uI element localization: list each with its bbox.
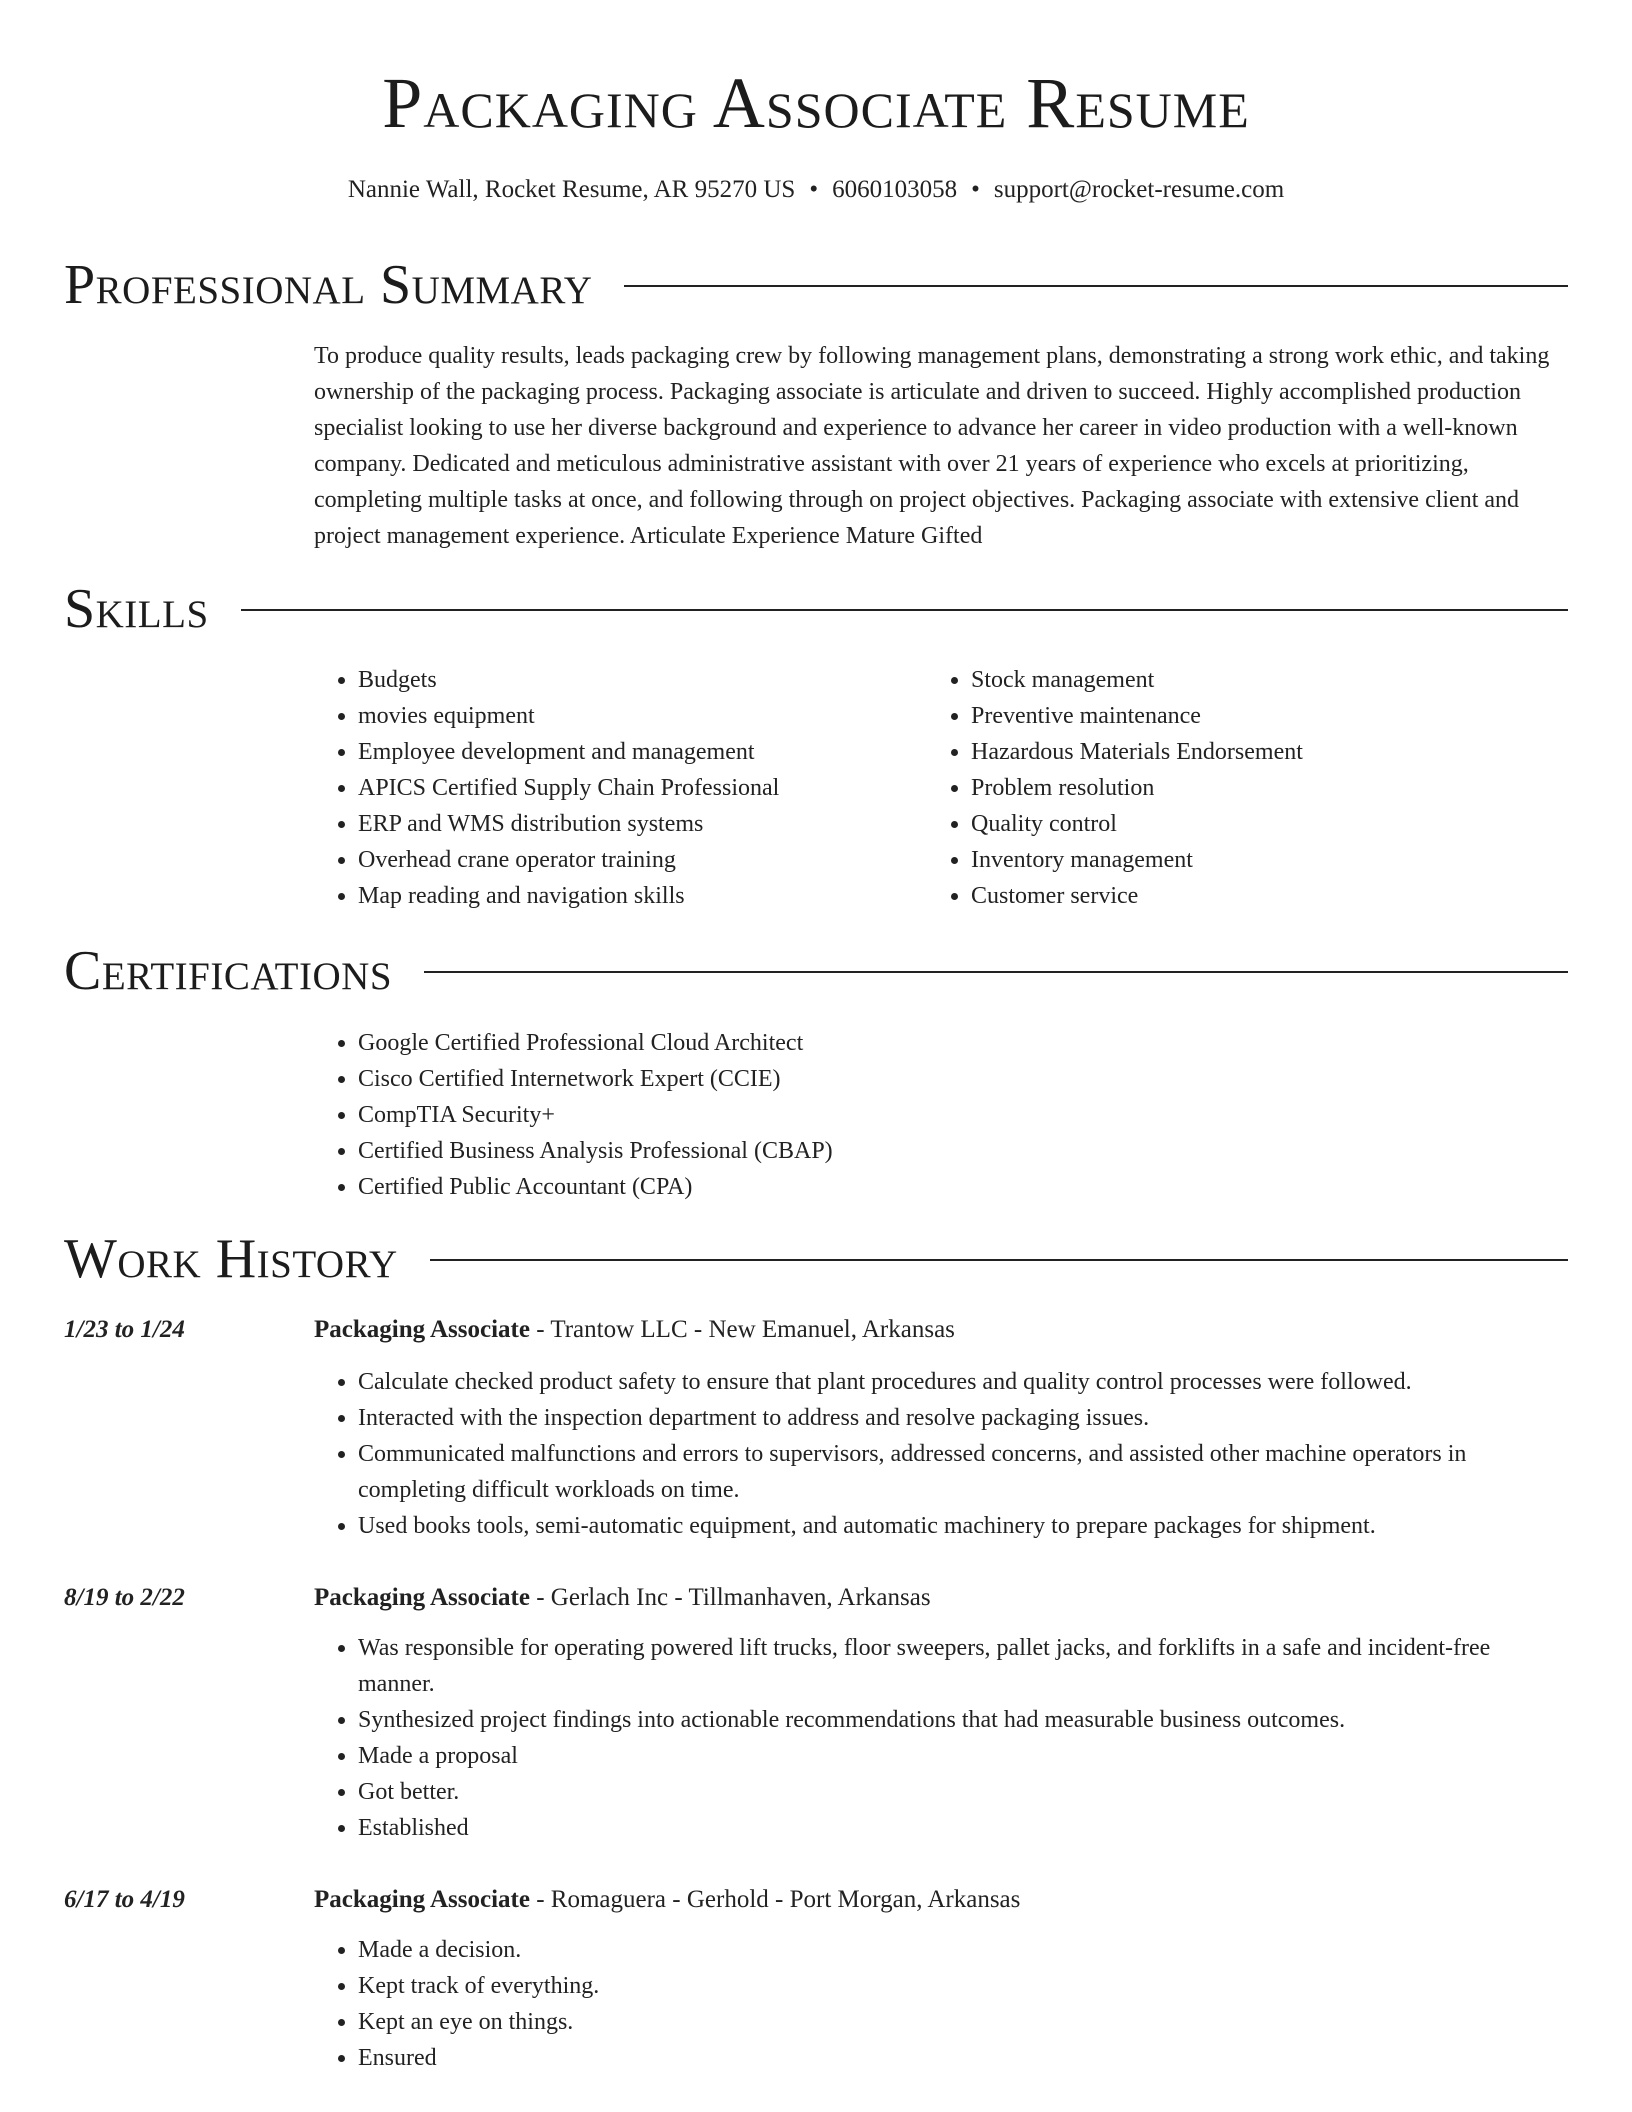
summary-text: To produce quality results, leads packaging crew by following management plans, demonstrating a strong work ethic, and taking ownership of the packaging process. Packaging associate is articulate and driven to succeed. Highly accomplished production specialist looking to use her diverse background and experience to advance her career in video production with a well-known company. Dedicated and meticulous administrative assistant with over 21 years of experience who excels at prioritizing, completing multiple tasks at once, and following through on project objectives. Packaging associate with extensive client and project management experience. Articulate Experience Mature Gifted — [314, 343, 1550, 549]
job-title: Packaging Associate — [314, 1886, 530, 1913]
certification-item: • Cisco Certified Internetwork Expert (CCIE) — [358, 1061, 833, 1097]
section-title-work-history: Work History — [64, 1228, 398, 1290]
skill-item: • Employee development and management — [358, 734, 779, 770]
contact-separator: • — [971, 176, 980, 203]
section-title-certifications: Certifications — [64, 940, 393, 1002]
skill-item: • Quality control — [971, 806, 1303, 842]
job-dates: 8/19 to 2/22 — [64, 1584, 185, 1611]
duty-item: • Made a proposal — [358, 1738, 1568, 1774]
job-title: Packaging Associate — [314, 1316, 530, 1343]
skill-item: • Budgets — [358, 662, 779, 698]
contact-separator: • — [809, 176, 819, 203]
duty-item: • Made a decision. — [358, 1932, 1568, 1968]
duty-item: • Calculate checked product safety to ensure that plant procedures and quality control processes were followed. — [358, 1364, 1568, 1400]
section-title-skills: Skills — [64, 578, 209, 640]
duty-item: • Communicated malfunctions and errors to supervisors, addressed concerns, and assisted other machine operators in completing difficult workloads on time. — [358, 1436, 1568, 1508]
duty-item: • Kept an eye on things. — [358, 2004, 1568, 2040]
section-divider — [424, 971, 1568, 973]
section-divider — [624, 285, 1568, 287]
contact-name-address: Nannie Wall, Rocket Resume, AR 95270 US — [347, 176, 796, 203]
skill-item: • Hazardous Materials Endorsement — [971, 734, 1303, 770]
job-title: Packaging Associate — [314, 1584, 530, 1611]
skill-item: • movies equipment — [358, 698, 779, 734]
certifications-list — [314, 1025, 833, 1205]
skill-item: • Problem resolution — [971, 770, 1303, 806]
skills-column-right — [927, 662, 1303, 914]
job-company-location: - Romaguera - Gerhold - Port Morgan, Arkansas — [529, 1886, 1021, 1913]
skill-item: • Stock management — [971, 662, 1303, 698]
section-divider — [430, 1259, 1568, 1261]
contact-phone: 6060103058 — [832, 176, 958, 203]
duty-item: • Kept track of everything. — [358, 1968, 1568, 2004]
contact-email: support@rocket-resume.com — [993, 176, 1285, 203]
section-title-summary: Professional Summary — [64, 254, 593, 316]
section-header-certifications — [64, 939, 1568, 1003]
skill-item: • ERP and WMS distribution systems — [358, 806, 779, 842]
skill-item: • Map reading and navigation skills — [358, 878, 779, 914]
skill-item: • Inventory management — [971, 842, 1303, 878]
job-heading — [314, 1581, 931, 1615]
section-header-skills — [64, 577, 1568, 641]
job-company-location: - Gerlach Inc - Tillmanhaven, Arkansas — [529, 1584, 931, 1611]
job-duties — [314, 1364, 1568, 1544]
skill-item: • APICS Certified Supply Chain Professional — [358, 770, 779, 806]
duty-item: • Established — [358, 1810, 1568, 1846]
duty-item: • Ensured — [358, 2040, 1568, 2076]
job-duties — [314, 1630, 1568, 1846]
duty-item: • Was responsible for operating powered lift trucks, floor sweepers, pallet jacks, and forklifts in a safe and incident-free manner. — [358, 1630, 1568, 1702]
section-header-summary — [64, 253, 1568, 317]
job-dates: 6/17 to 4/19 — [64, 1886, 185, 1913]
certification-item: • CompTIA Security+ — [358, 1097, 833, 1133]
duty-item: • Got better. — [358, 1774, 1568, 1810]
job-heading — [314, 1883, 1020, 1917]
job-company-location: - Trantow LLC - New Emanuel, Arkansas — [529, 1316, 955, 1343]
job-heading — [314, 1313, 955, 1347]
section-header-work-history — [64, 1227, 1568, 1291]
certification-item: • Certified Business Analysis Professional (CBAP) — [358, 1133, 833, 1169]
job-duties — [314, 1932, 1568, 2076]
duty-item: • Synthesized project findings into actionable recommendations that had measurable business outcomes. — [358, 1702, 1568, 1738]
certification-item: • Certified Public Accountant (CPA) — [358, 1169, 833, 1205]
job-dates: 1/23 to 1/24 — [64, 1316, 185, 1343]
duty-item: • Used books tools, semi-automatic equipment, and automatic machinery to prepare packages for shipment. — [358, 1508, 1568, 1544]
skill-item: • Customer service — [971, 878, 1303, 914]
skills-column-left — [314, 662, 779, 914]
section-divider — [241, 609, 1568, 611]
skill-item: • Preventive maintenance — [971, 698, 1303, 734]
skill-item: • Overhead crane operator training — [358, 842, 779, 878]
page-title: Packaging Associate Resume — [382, 63, 1250, 143]
contact-line — [0, 174, 1632, 206]
certification-item: • Google Certified Professional Cloud Architect — [358, 1025, 833, 1061]
duty-item: • Interacted with the inspection department to address and resolve packaging issues. — [358, 1400, 1568, 1436]
